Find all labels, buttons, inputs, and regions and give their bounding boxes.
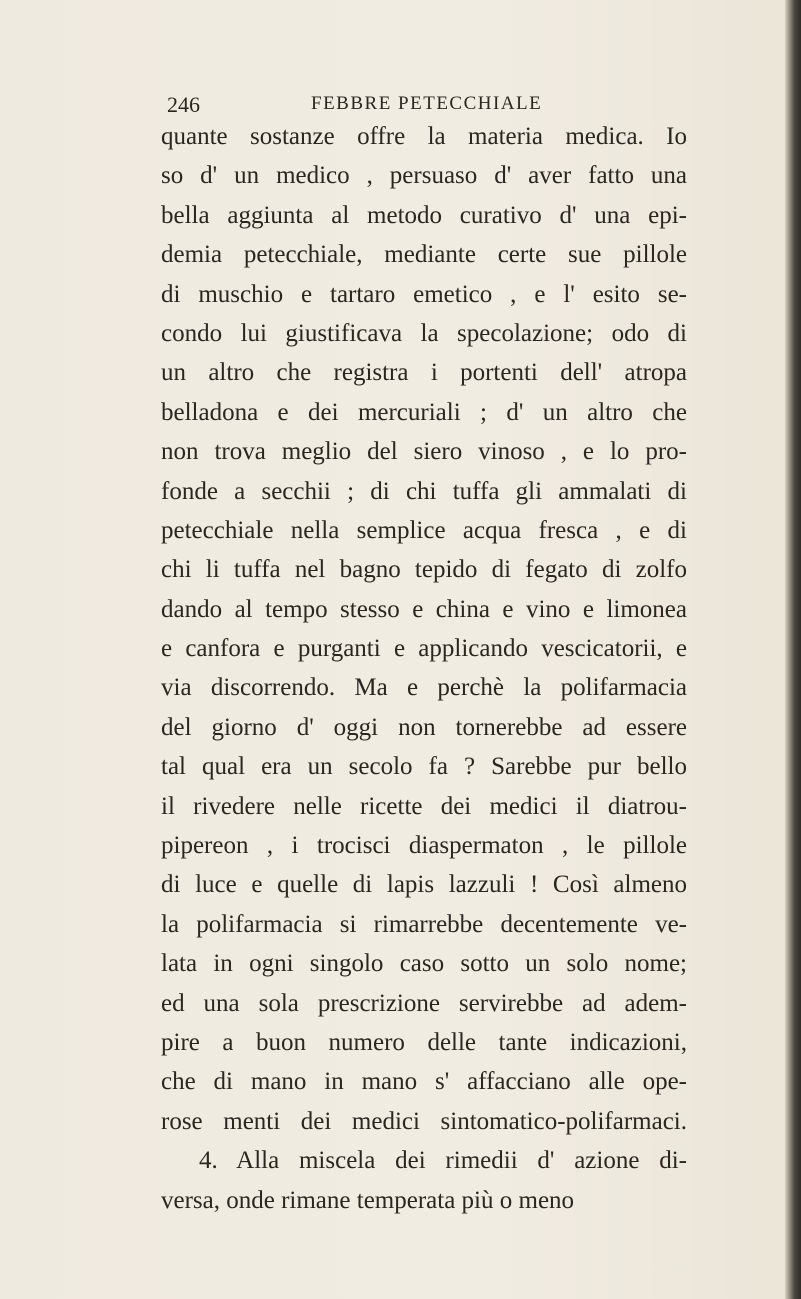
text-line: versa, onde rimane temperata più o meno <box>161 1186 575 1214</box>
text-line: ed una sola prescrizione servirebbe ad adem- <box>161 989 687 1017</box>
text-line: dando al tempo stesso e china e vino e limonea <box>161 595 687 623</box>
text-line: il rivedere nelle ricette dei medici il diatrou- <box>161 792 687 820</box>
text-line: chi li tuffa nel bagno tepido di fegato di zolfo <box>161 556 687 584</box>
text-line: che di mano in mano s' affacciano alle ope- <box>161 1068 687 1096</box>
text-line: petecchiale nella semplice acqua fresca , e di <box>161 516 687 544</box>
text-line: tal qual era un secolo fa ? Sarebbe pur bello <box>161 753 687 781</box>
text-line: la polifarmacia si rimarrebbe decentemente ve- <box>161 910 687 938</box>
text-line: condo lui giustificava la specolazione; odo di <box>161 319 687 347</box>
text-line: so d' un medico , persuaso d' aver fatto una <box>161 162 687 190</box>
text-line: di luce e quelle di lapis lazzuli ! Così almeno <box>161 871 687 899</box>
text-line: fonde a secchii ; di chi tuffa gli ammalati di <box>161 477 687 505</box>
text-line: un altro che registra i portenti dell' atropa <box>161 359 687 387</box>
text-line: via discorrendo. Ma e perchè la polifarmacia <box>161 674 687 702</box>
page-edge-shadow <box>785 0 801 1299</box>
text-line: e canfora e purganti e applicando vescicatorii, e <box>161 635 687 663</box>
text-line: demia petecchiale, mediante certe sue pillole <box>161 241 687 269</box>
text-line: di muschio e tartaro emetico , e l' esito se- <box>161 280 687 308</box>
text-line: del giorno d' oggi non tornerebbe ad essere <box>161 713 687 741</box>
running-head: FEBBRE PETECCHIALE <box>311 93 543 114</box>
text-line: quante sostanze offre la materia medica. Io <box>161 123 687 150</box>
text-line: lata in ogni singolo caso sotto un solo nome; <box>161 950 687 978</box>
paragraph-start-line: 4. Alla miscela dei rimedii d' azione di- <box>199 1147 687 1175</box>
body-text <box>161 117 687 1220</box>
text-line: bella aggiunta al metodo curativo d' una epi- <box>161 201 687 229</box>
text-line: non trova meglio del siero vinoso , e lo pro- <box>161 438 687 466</box>
page-number: 246 <box>167 92 200 117</box>
text-line: pipereon , i trocisci diaspermaton , le pillole <box>161 832 687 860</box>
text-line: pire a buon numero delle tante indicazioni, <box>161 1028 687 1056</box>
text-line: belladona e dei mercuriali ; d' un altro che <box>161 398 687 426</box>
text-line: rose menti dei medici sintomatico-polifarmaci. <box>161 1107 687 1135</box>
